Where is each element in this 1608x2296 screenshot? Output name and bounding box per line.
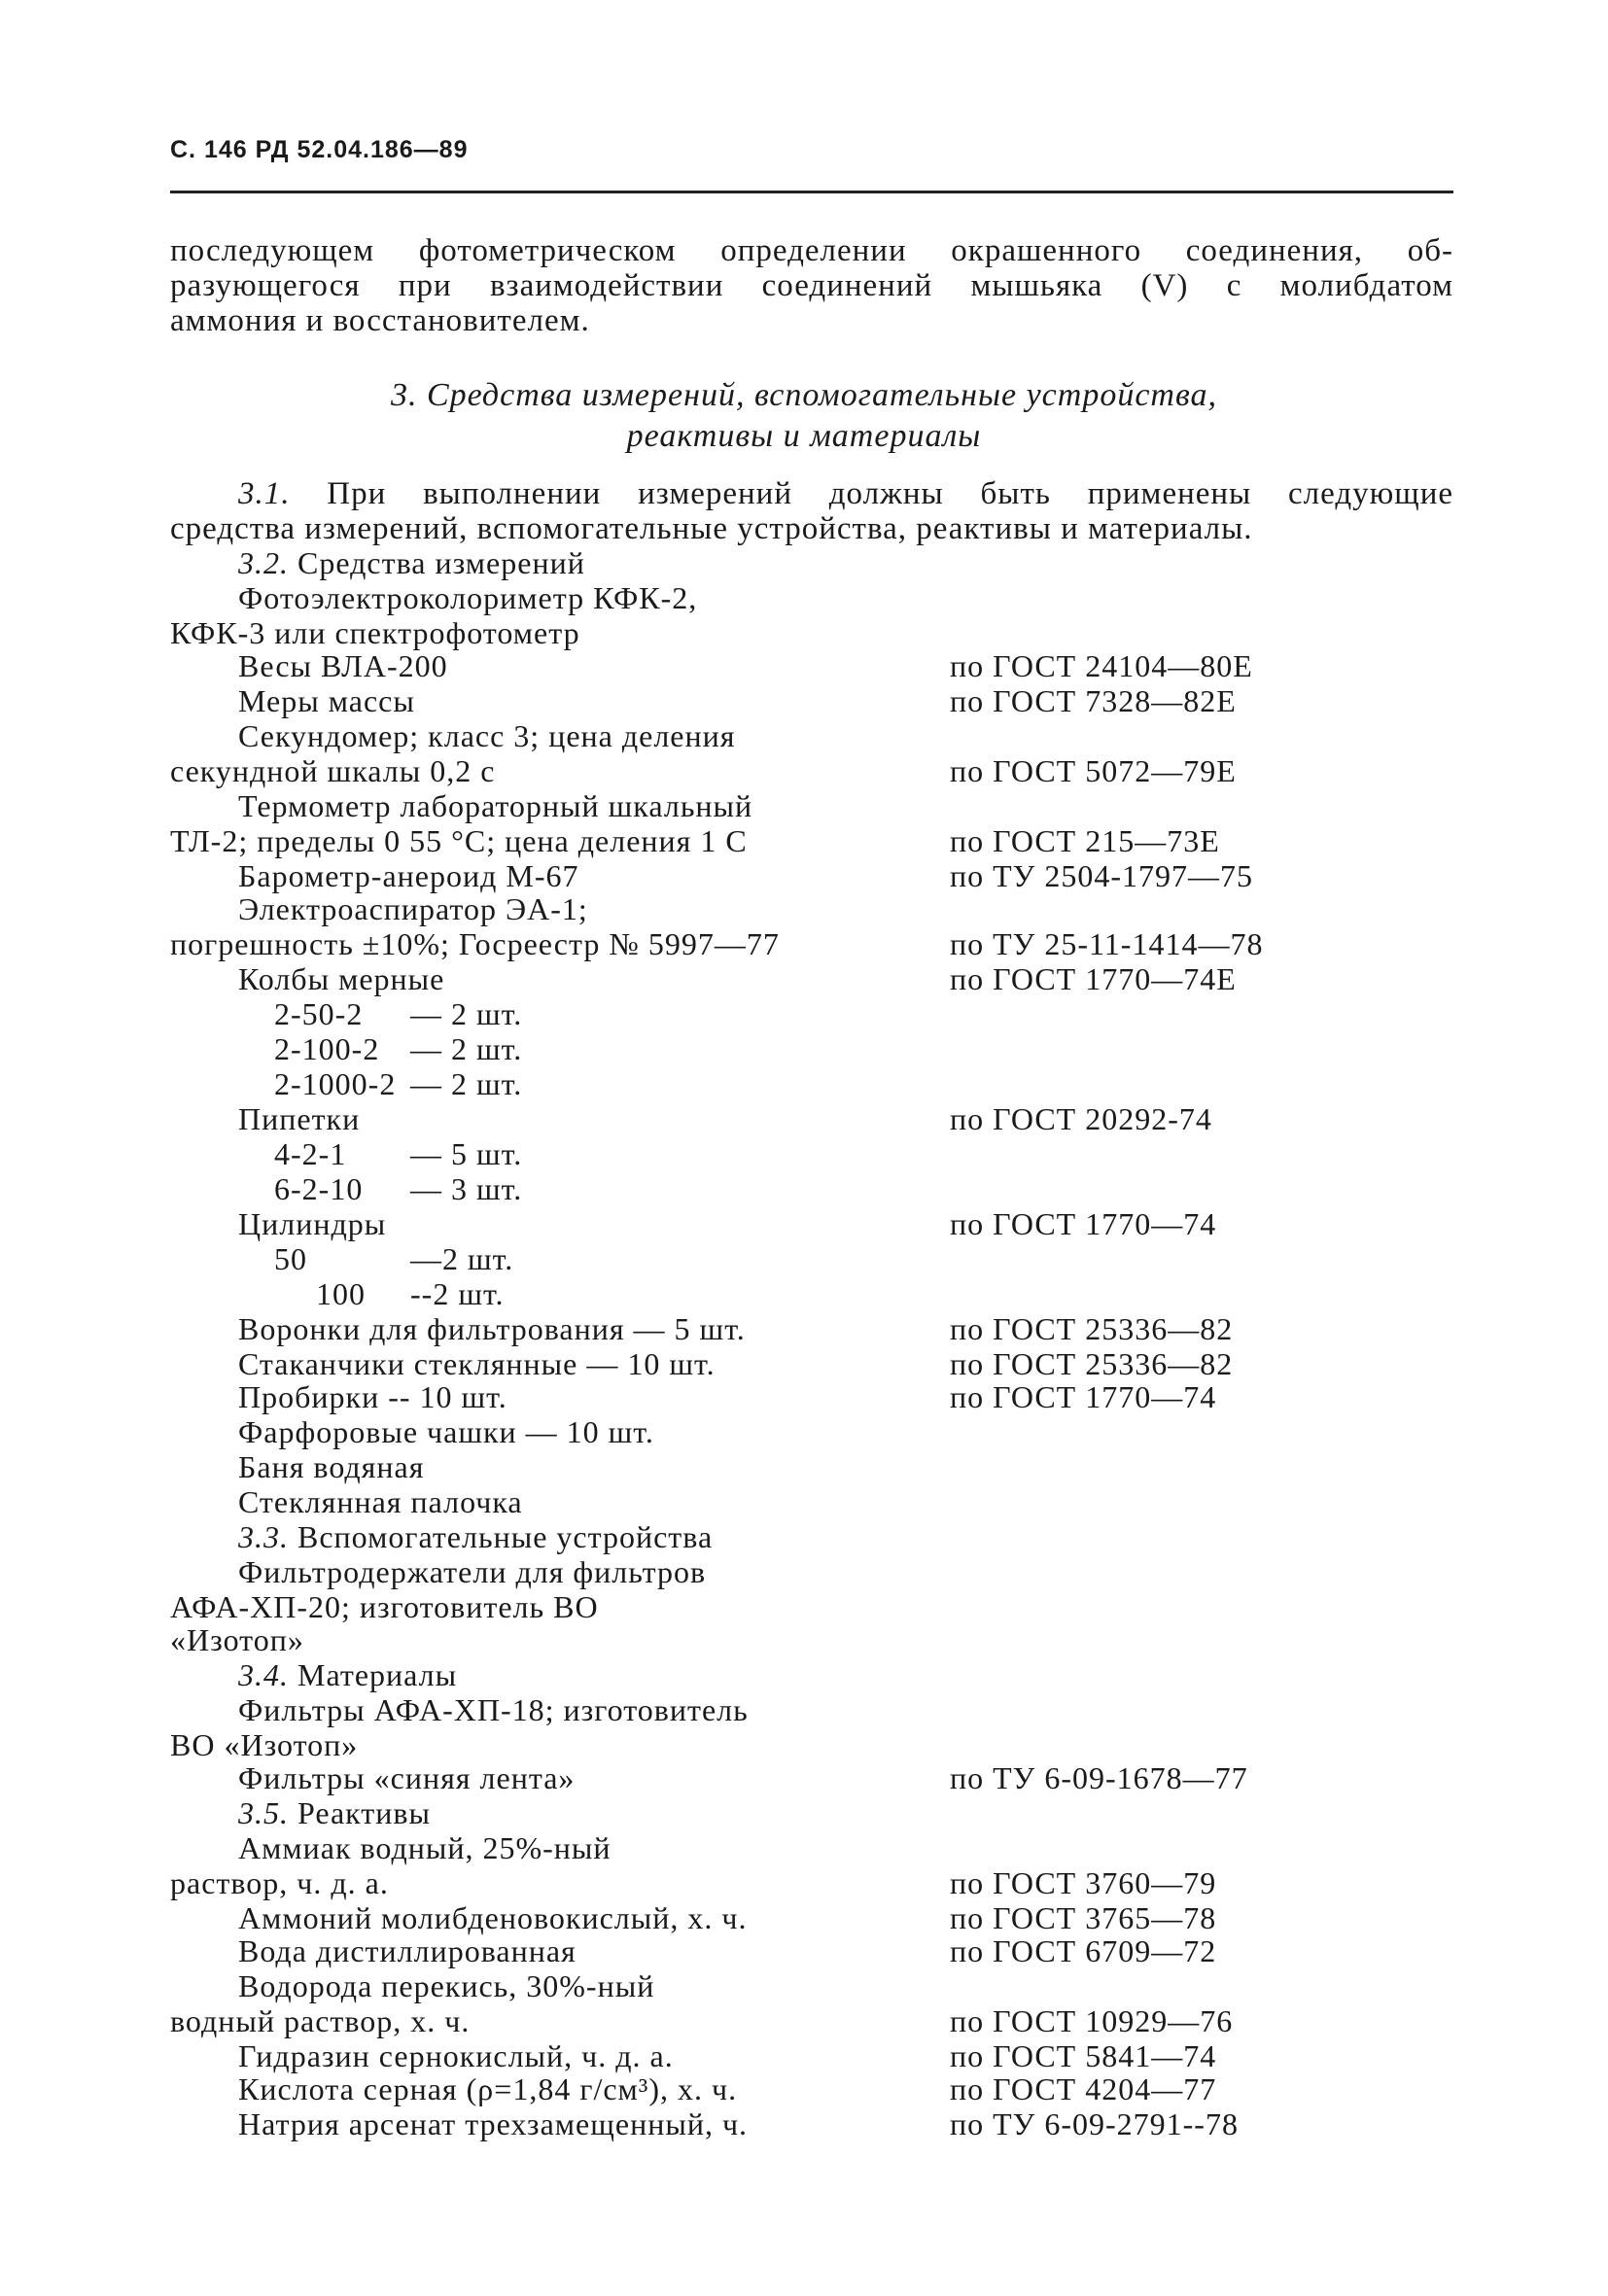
item-text: Барометр-анероид М-67 [238,858,579,893]
standard-reference: по ГОСТ 25336—82 [950,1311,1234,1346]
paragraph-text: При выполнении измерений должны быть применены следующие [327,476,1454,511]
list-item [238,1934,577,1968]
list-item [238,892,588,926]
item-text: Фотоэлектроколориметр КФК-2, [238,580,698,615]
list-item [170,824,748,858]
standard-reference: по ГОСТ 1770—74 [950,1206,1217,1241]
item-text: 100 [316,1276,366,1311]
paragraph-3-1-line: средства измерений, вспомогательные устройства, реактивы и материалы. [170,511,1253,546]
item-text: Весы ВЛА-200 [238,648,448,683]
item-text: АФА-ХП-20; изготовитель ВО [170,1589,599,1624]
list-item [238,1520,713,1554]
standard-reference: по ГОСТ 3765—78 [950,1900,1217,1935]
paragraph-3-1 [170,476,1453,546]
section-number: 3.2. [238,545,289,580]
list-item [170,1590,599,1624]
list-item [238,1796,431,1830]
item-text: Пробирки -- 10 шт. [238,1379,507,1414]
item-text: Воронки для фильтрования — 5 шт. [238,1311,746,1346]
page-header: С. 146 РД 52.04.186—89 [170,136,469,163]
standard-reference: по ТУ 2504-1797—75 [950,858,1253,893]
list-item [238,649,448,683]
item-text: Аммоний молибденовокислый, х. ч. [238,1900,748,1935]
standard-reference: по ГОСТ 3760—79 [950,1865,1217,1900]
item-text: Пипетки [238,1101,361,1136]
list-item [238,1485,523,1519]
list-item [170,616,580,650]
list-item [274,997,363,1031]
paragraph-number: 3.1. [238,476,291,511]
standard-reference: по ГОСТ 5841—74 [950,2038,1217,2073]
list-item [238,581,697,615]
list-item [238,1555,706,1589]
intro-paragraph [170,233,1453,338]
list-item [274,1032,379,1066]
item-text: Реактивы [297,1795,432,1830]
item-text: Стаканчики стеклянные — 10 шт. [238,1346,716,1381]
item-text: ВО «Изотоп» [170,1727,359,1762]
list-item [238,1969,654,2003]
item-text: Фильтры АФА-ХП-18; изготовитель [238,1692,749,1727]
standard-reference: по ТУ 6-09-1678—77 [950,1760,1248,1795]
item-text: Гидразин сернокислый, ч. д. а. [238,2038,674,2073]
section-number: 3.5. [238,1795,289,1830]
list-item [170,1866,389,1900]
item-text: водный раствор, х. ч. [170,2003,471,2038]
standard-reference: по ГОСТ 215—73Е [950,823,1220,858]
list-item [238,962,444,996]
section-title [0,375,1608,457]
list-item [170,754,495,788]
intro-line: аммония и восстановителем. [170,303,590,338]
item-quantity: — 2 шт. [410,1066,523,1101]
list-item [238,789,752,823]
standard-reference: по ГОСТ 4204—77 [950,2071,1217,2106]
item-text: КФК-3 или спектрофотометр [170,615,580,650]
list-item [274,1172,363,1206]
list-item [238,1347,716,1381]
item-text: Кислота серная (ρ=1,84 г/см³), х. ч. [238,2071,738,2106]
item-quantity: — 3 шт. [410,1171,523,1206]
list-item [274,1242,307,1276]
item-text: Фильтры «синяя лента» [238,1760,576,1795]
item-text: 2-1000-2 [274,1066,397,1101]
standard-reference: по ГОСТ 7328—82Е [950,683,1237,718]
list-item [238,1901,747,1935]
section-title-line: реактивы и материалы [626,418,982,454]
list-item [170,2004,470,2038]
item-text: Натрия арсенат трехзамещенный, ч. [238,2106,749,2141]
standard-reference: по ГОСТ 10929—76 [950,2003,1234,2038]
list-item [238,546,585,580]
list-item [238,1693,749,1727]
list-item [274,1067,396,1101]
list-item [238,1450,424,1484]
item-text: 50 [274,1241,307,1276]
item-text: Баня водяная [238,1449,425,1484]
item-text: Средства измерений [297,545,585,580]
list-item [238,2039,674,2073]
list-item [238,1312,746,1346]
list-item [238,1658,457,1692]
list-item [238,1207,386,1241]
item-text: секундной шкалы 0,2 с [170,753,496,788]
item-text: 6-2-10 [274,1171,364,1206]
item-text: Колбы мерные [238,961,445,996]
item-text: Электроаспиратор ЭА-1; [238,891,588,926]
item-text: 2-50-2 [274,996,364,1031]
item-text: Фарфоровые чашки — 10 шт. [238,1414,654,1449]
item-text: Меры массы [238,683,415,718]
intro-line: последующем фотометрическом определении окрашенного соединения, об- [170,233,1453,268]
list-item [238,2107,748,2141]
item-text: Аммиак водный, 25%-ный [238,1830,612,1865]
list-item [238,1102,360,1136]
item-text: Термометр лабораторный шкальный [238,788,753,823]
list-item [274,1137,346,1171]
section-number: 3.4. [238,1657,289,1692]
item-text: Вспомогательные устройства [297,1519,714,1554]
item-text: раствор, ч. д. а. [170,1865,389,1900]
item-text: ТЛ-2; пределы 0 55 °С; цена деления 1 С [170,823,748,858]
list-item [238,1761,575,1795]
standard-reference: по ТУ 6-09-2791--78 [950,2106,1239,2141]
section-title-line: 3. Средства измерений, вспомогательные устройства, [390,377,1217,413]
item-quantity: — 5 шт. [410,1136,523,1171]
list-item [238,859,579,893]
standard-reference: по ГОСТ 20292-74 [950,1101,1212,1136]
standard-reference: по ГОСТ 1770—74Е [950,961,1237,996]
item-text: «Изотоп» [170,1622,304,1657]
item-text: 4-2-1 [274,1136,347,1171]
list-item [316,1277,366,1311]
item-text: Вода дистиллированная [238,1933,577,1968]
item-text: Секундомер; класс 3; цена деления [238,718,736,753]
list-item [238,1415,654,1449]
item-quantity: --2 шт. [410,1276,505,1311]
section-number: 3.3. [238,1519,289,1554]
item-quantity: — 2 шт. [410,996,523,1031]
standard-reference: по ТУ 25-11-1414—78 [950,926,1264,961]
item-text: Материалы [297,1657,458,1692]
item-text: Стеклянная палочка [238,1484,523,1519]
standard-reference: по ГОСТ 6709—72 [950,1933,1217,1968]
item-text: Водорода перекись, 30%-ный [238,1968,655,2003]
list-item [238,719,735,753]
standard-reference: по ГОСТ 25336—82 [950,1346,1234,1381]
list-item [238,2072,737,2106]
item-text: 2-100-2 [274,1031,380,1066]
item-quantity: — 2 шт. [410,1031,523,1066]
intro-line: разующегося при взаимодействии соединений мышьяка (V) с молибдатом [170,268,1453,303]
standard-reference: по ГОСТ 5072—79Е [950,753,1237,788]
standard-reference: по ГОСТ 24104—80Е [950,648,1253,683]
item-text: Фильтродержатели для фильтров [238,1554,707,1589]
standard-reference: по ГОСТ 1770—74 [950,1379,1217,1414]
header-rule [170,191,1453,193]
item-text: Цилиндры [238,1206,387,1241]
list-item [170,1623,304,1657]
list-item [170,1728,358,1762]
paragraph-3-1-line [170,476,1453,511]
list-item [170,927,780,961]
list-item [238,1380,507,1414]
item-quantity: —2 шт. [410,1241,514,1276]
item-text: погрешность ±10%; Госреестр № 5997—77 [170,926,780,961]
list-item [238,684,415,718]
list-item [238,1831,612,1865]
